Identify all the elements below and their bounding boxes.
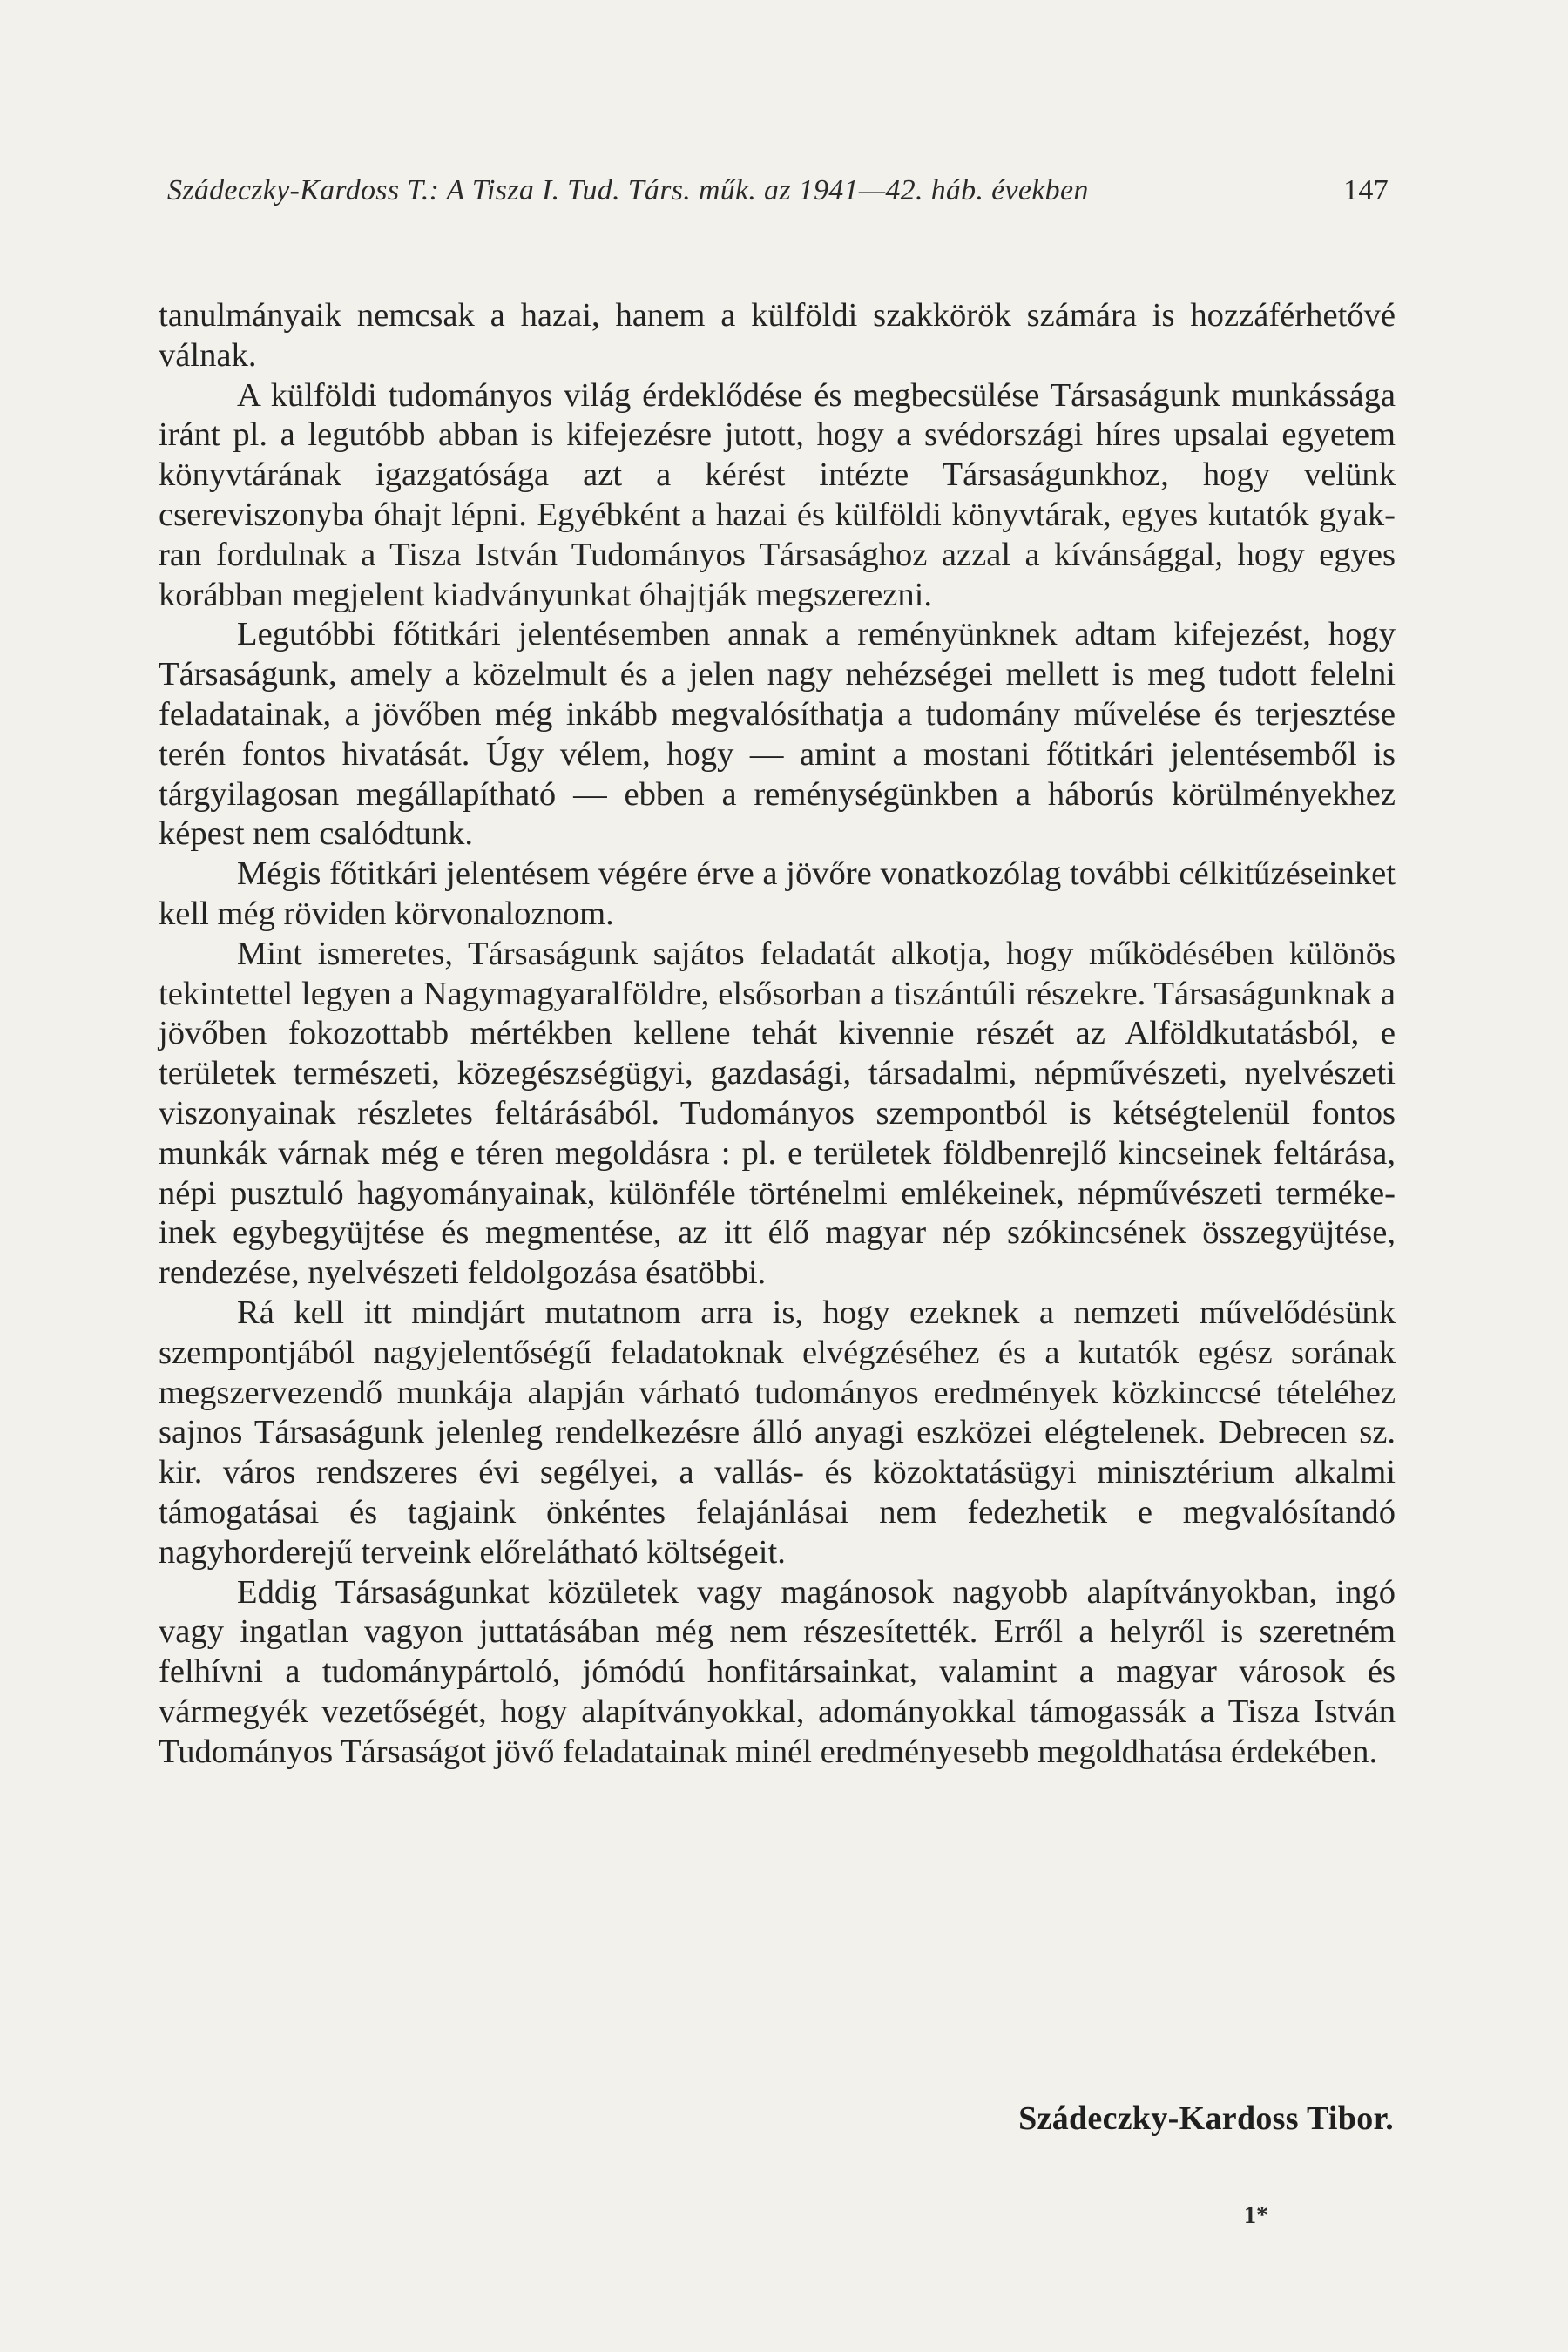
sheet-signature-mark: 1*	[1244, 2202, 1268, 2229]
paragraph: Eddig Társaságunkat közületek vagy magánosok nagyobb alapítványokban, ingó vagy ingatlan vagyon juttatásában még nem részesítették. Erről a helyről is szeretném felhívni a tudománypártoló, jómódú honfitársainkat, valamint a magyar városok és vármegyék vezetőségét, hogy alapítványokkal, adományokkal támogassák a Tisza István Tudományos Társaságot jövő feladatainak minél eredményesebb megoldhatása érdekében.	[159, 1573, 1396, 1770]
paragraph: A külföldi tudományos világ érdeklődése és megbecsülése Társaságunk munkássága iránt pl. a legutóbb abban is kifejezésre jutott, hogy a svédországi híres upsalai egyetem könyvtárának igazgatósága azt a kérést intézte Társaságunkhoz, hogy velünk csereviszonyba óhajt lépni. Egyébként a hazai és külföldi könyvtárak, egyes kutatók gyakran fordulnak a Tisza István Tudományos Társasághoz azzal a kívánsággal, hogy egyes korábban megjelent kiadványunkat óhajtják megszerezni.	[159, 376, 1396, 613]
paragraph: Rá kell itt mindjárt mutatnom arra is, hogy ezeknek a nemzeti művelődésünk szempontjából nagyjelentőségű feladatoknak elvégzéséhez és a kutatók egész sorának megszervezendő munkája alapján várható tudományos eredmények közkinccsé tételéhez sajnos Társaságunk jelenleg rendelkezésre álló anyagi eszközei elégtelenek. Debrecen sz. kir. város rendszeres évi segélyei, a vallás- és közoktatásügyi minisztérium alkalmi támogatásai és tagjaink önkéntes felajánlásai nem fedezhetik e megvalósítandó nagyhorderejű terveink előrelátható költségeit.	[159, 1294, 1396, 1571]
author-signature: Szádeczky-Kardoss Tibor.	[1018, 2100, 1394, 2137]
running-title: Szádeczky-Kardoss T.: A Tisza I. Tud. Társ. műk. az 1941—42. háb. években	[167, 174, 1089, 206]
body-text	[159, 296, 1396, 1772]
running-header	[167, 174, 1389, 220]
paragraph: Mégis főtitkári jelentésem végére érve a jövőre vonatkozólag további célkitűzéseinket kell még röviden körvonaloznom.	[159, 855, 1396, 932]
paragraph: Mint ismeretes, Társaságunk sajátos feladatát alkotja, hogy működésében különös tekintettel legyen a Nagymagyaralföldre, elsősorban a tiszántúli részekre. Társaságunknak a jövőben fokozottabb mértékben kellene tehát kivennie részét az Alföldkutatásból, e területek természeti, közegészségügyi, gazdasági, társadalmi, népművészeti, nyelvészeti viszonyainak részletes feltárásából. Tudományos szempontból is kétségtelenül fontos munkák várnak még e téren megoldásra : pl. e területek földbenrejlő kincseinek feltárása, népi pusztuló hagyományainak, különféle történelmi emlékeinek, népművészeti termékeinek egybegyüjtése és megmentése, az itt élő magyar nép szókincsének összegyüjtése, rendezése, nyelvészeti feldolgozása ésatöbbi.	[159, 935, 1396, 1292]
paragraph: tanulmányaik nemcsak a hazai, hanem a külföldi szakkörök számára is hozzáférhetővé válnak.	[159, 297, 1396, 374]
paragraph: Legutóbbi főtitkári jelentésemben annak a reményünknek adtam kifejezést, hogy Társaságunk, amely a közelmult és a jelen nagy nehézségei mellett is meg tudott felelni feladatainak, a jövőben még inkább megvalósíthatja a tudomány művelése és terjesztése terén fontos hivatását. Úgy vélem, hogy — amint a mostani főtitkári jelentésemből is tárgyilagosan megállapítható — ebben a reménységünkben a háborús körülményekhez képest nem csalódtunk.	[159, 616, 1396, 853]
page-number: 147	[1343, 174, 1389, 206]
